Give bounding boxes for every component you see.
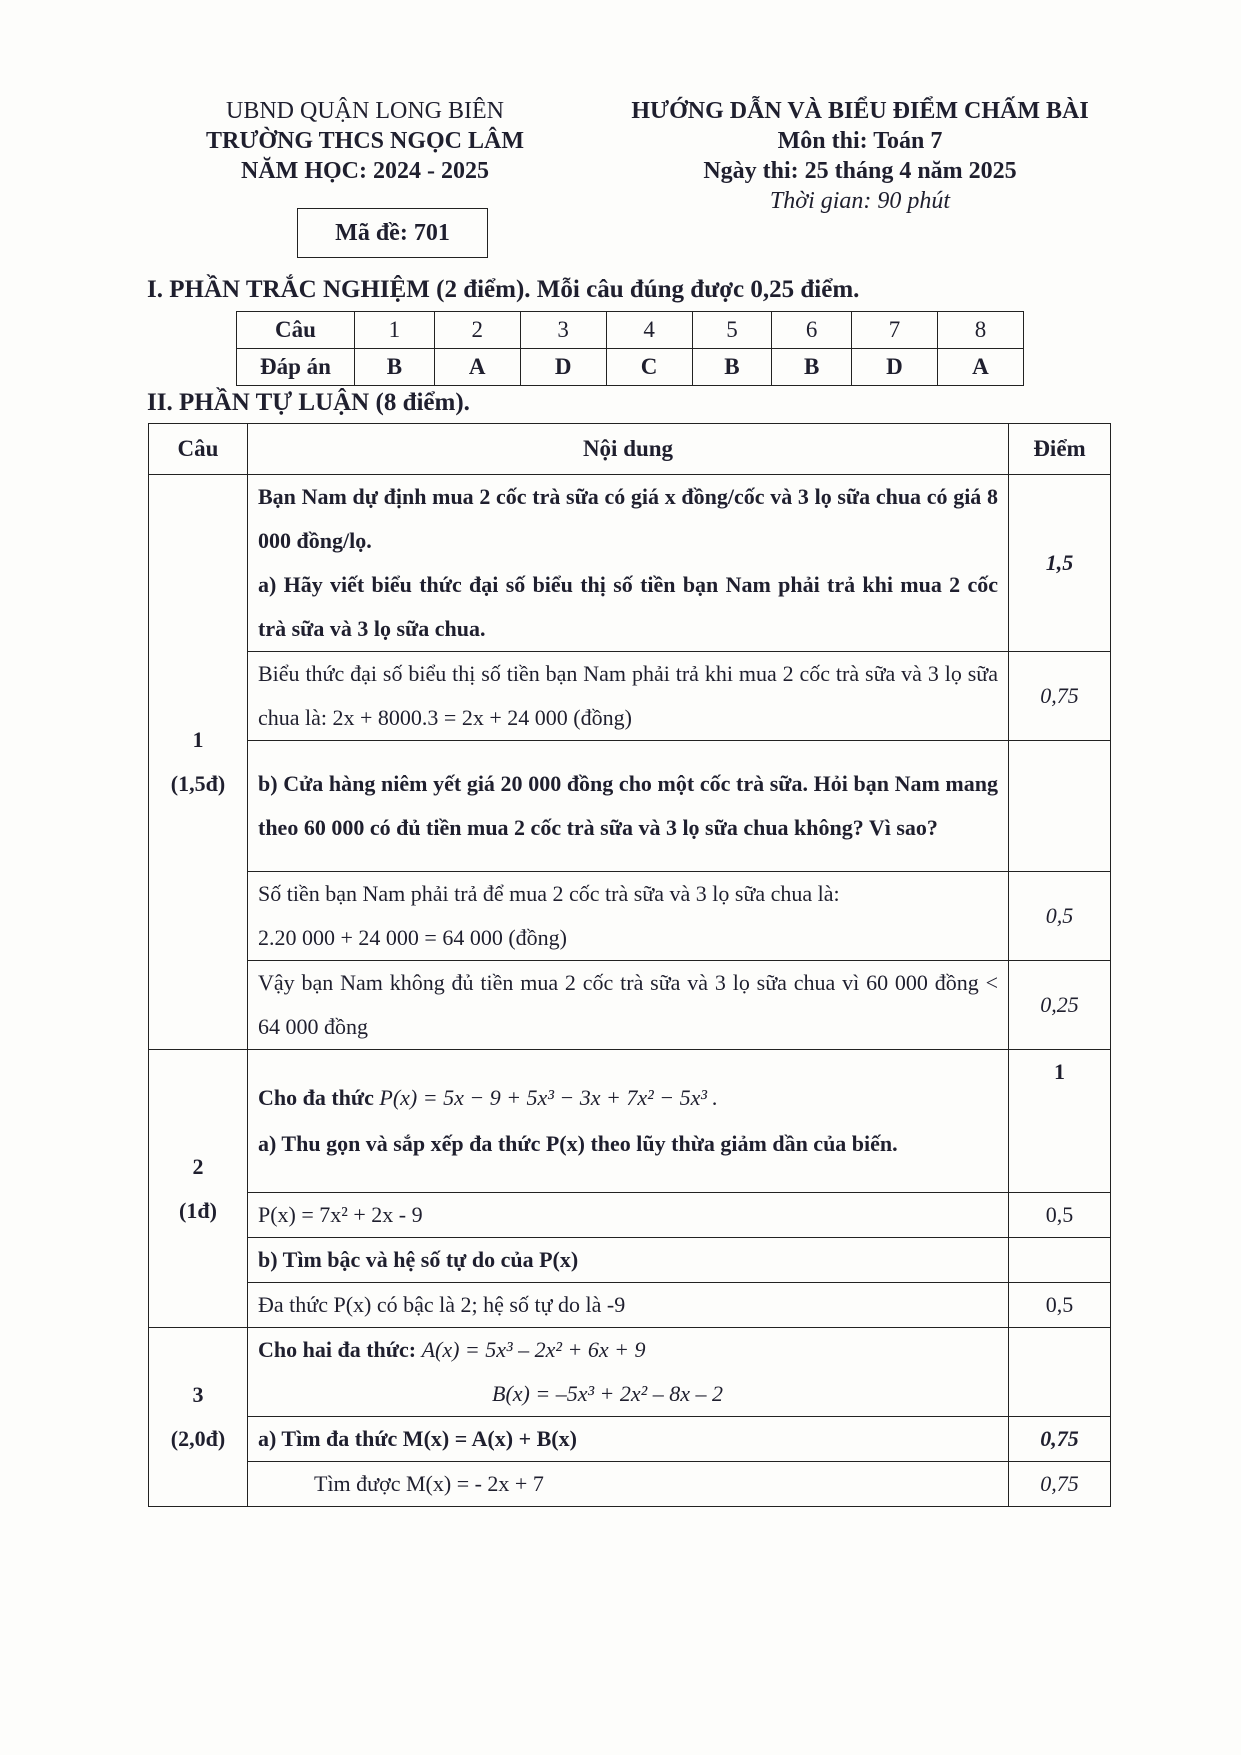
answer-text: Số tiền bạn Nam phải trả để mua 2 cốc trà sữa và 3 lọ sữa chua là: [258, 881, 840, 906]
answer-cell [248, 872, 1009, 961]
table-row [149, 1238, 1111, 1283]
prompt-label: Cho hai đa thức: [258, 1337, 417, 1362]
duration: Thời gian: 90 phút [769, 188, 951, 214]
exam-header [590, 96, 1130, 216]
document-title: HƯỚNG DẪN VÀ BIỂU ĐIỂM CHẤM BÀI [631, 98, 1089, 124]
answer-key: B [692, 349, 772, 386]
col-header-content: Nội dung [248, 424, 1009, 475]
essay-scoring-table [148, 423, 1111, 1507]
answer-key: D [852, 349, 938, 386]
question-number: 4 [606, 312, 692, 349]
exam-code-box [297, 208, 488, 258]
part-b-text: b) Tìm bậc và hệ số tự do của P(x) [248, 1238, 1009, 1283]
table-row [149, 1417, 1111, 1462]
part-a-text: a) Thu gọn và sắp xếp đa thức P(x) theo lũy thừa giảm dần của biến. [258, 1131, 898, 1156]
score: 0,75 [1009, 1462, 1111, 1507]
table-row [149, 961, 1111, 1050]
answer-key: B [772, 349, 852, 386]
question-number: 1 [192, 727, 204, 752]
table-row [149, 741, 1111, 872]
school-name: TRƯỜNG THCS NGỌC LÂM [205, 128, 525, 154]
score-empty [1009, 1238, 1111, 1283]
subject: Môn thi: Toán 7 [777, 128, 943, 154]
answer-text: 2.20 000 + 24 000 = 64 000 (đồng) [258, 925, 567, 950]
table-row [149, 1283, 1111, 1328]
question-row [237, 312, 1024, 349]
answer-text: Biểu thức đại số biểu thị số tiền bạn Nam phải trả khi mua 2 cốc trà sữa và 3 lọ sữa chua là: 2x + 8000.3 = 2x + 24 000 (đồng) [248, 652, 1009, 741]
school-header [160, 96, 570, 186]
answer-text: Vậy bạn Nam không đủ tiền mua 2 cốc trà sữa và 3 lọ sữa chua vì 60 000 đồng < 64 000 đồng [248, 961, 1009, 1050]
prompt-text: Bạn Nam dự định mua 2 cốc trà sữa có giá x đồng/cốc và 3 lọ sữa chua có giá 8 000 đồng/lọ. [258, 484, 998, 553]
question-number: 5 [692, 312, 772, 349]
table-row [149, 1050, 1111, 1193]
prompt-label: Cho đa thức [258, 1085, 374, 1110]
answer-row [237, 349, 1024, 386]
question-3-prompt [248, 1328, 1009, 1417]
table-header-row [149, 424, 1111, 475]
question-number: 2 [192, 1153, 204, 1179]
question-number: 7 [852, 312, 938, 349]
question-1-cell [149, 475, 248, 1050]
score: 1,5 [1009, 475, 1111, 652]
question-row-label: Câu [237, 312, 355, 349]
score: 0,5 [1009, 872, 1111, 961]
question-2-cell [149, 1050, 248, 1328]
part-a-text: a) Tìm đa thức M(x) = A(x) + B(x) [248, 1417, 1009, 1462]
question-number: 3 [520, 312, 606, 349]
section2-title: II. PHẦN TỰ LUẬN (8 điểm). [147, 389, 470, 416]
table-row [149, 1328, 1111, 1417]
table-row [149, 872, 1111, 961]
table-row [149, 652, 1111, 741]
question-3-cell [149, 1328, 248, 1507]
score: 0,25 [1009, 961, 1111, 1050]
score: 1 [1009, 1050, 1111, 1193]
answer-key: C [606, 349, 692, 386]
exam-code: Mã đề: 701 [335, 219, 450, 246]
col-header-score: Điểm [1009, 424, 1111, 475]
part-a-text: a) Hãy viết biểu thức đại số biểu thị số tiền bạn Nam phải trả khi mua 2 cốc trà sữa và 3 lọ sữa chua. [258, 572, 998, 641]
polynomial-b: B(x) = –5x³ + 2x² – 8x – 2 [492, 1381, 724, 1406]
section1-title: I. PHẦN TRẮC NGHIỆM (2 điểm). Mỗi câu đúng được 0,25 điểm. [147, 276, 860, 303]
table-row [149, 1193, 1111, 1238]
school-year: NĂM HỌC: 2024 - 2025 [241, 158, 489, 184]
district-name: UBND QUẬN LONG BIÊN [226, 98, 504, 124]
answer-key: B [355, 349, 435, 386]
answer-key: D [520, 349, 606, 386]
answer-text: Tìm được M(x) = - 2x + 7 [248, 1462, 1009, 1507]
question-points: (1đ) [179, 1197, 217, 1223]
col-header-question: Câu [149, 424, 248, 475]
question-number: 1 [355, 312, 435, 349]
score: 0,75 [1009, 652, 1111, 741]
answer-key: A [937, 349, 1023, 386]
question-points: (1,5đ) [170, 771, 226, 796]
question-number: 3 [192, 1382, 204, 1407]
score-empty [1009, 741, 1111, 872]
exam-date: Ngày thi: 25 tháng 4 năm 2025 [703, 158, 1017, 184]
part-b-text: b) Cửa hàng niêm yết giá 20 000 đồng cho một cốc trà sữa. Hỏi bạn Nam mang theo 60 000 có đủ tiền mua 2 cốc trà sữa và 3 lọ sữa chua không? Vì sao? [248, 741, 1009, 872]
score: 0,75 [1009, 1417, 1111, 1462]
score: 0,5 [1009, 1193, 1111, 1238]
answer-text: P(x) = 7x² + 2x - 9 [248, 1193, 1009, 1238]
score: 0,5 [1009, 1283, 1111, 1328]
score-empty [1009, 1328, 1111, 1417]
answer-text: Đa thức P(x) có bậc là 2; hệ số tự do là -9 [248, 1283, 1009, 1328]
question-number: 6 [772, 312, 852, 349]
polynomial-expression: P(x) = 5x − 9 + 5x³ − 3x + 7x² − 5x³ . [379, 1085, 718, 1110]
table-row [149, 1462, 1111, 1507]
question-2-prompt [248, 1050, 1009, 1193]
table-row [149, 475, 1111, 652]
question-number: 2 [434, 312, 520, 349]
question-1-prompt [248, 475, 1009, 652]
question-number: 8 [937, 312, 1023, 349]
answer-row-label: Đáp án [237, 349, 355, 386]
question-points: (2,0đ) [170, 1426, 226, 1451]
multiple-choice-table [236, 311, 1024, 386]
answer-key: A [434, 349, 520, 386]
polynomial-a: A(x) = 5x³ – 2x² + 6x + 9 [421, 1337, 646, 1362]
